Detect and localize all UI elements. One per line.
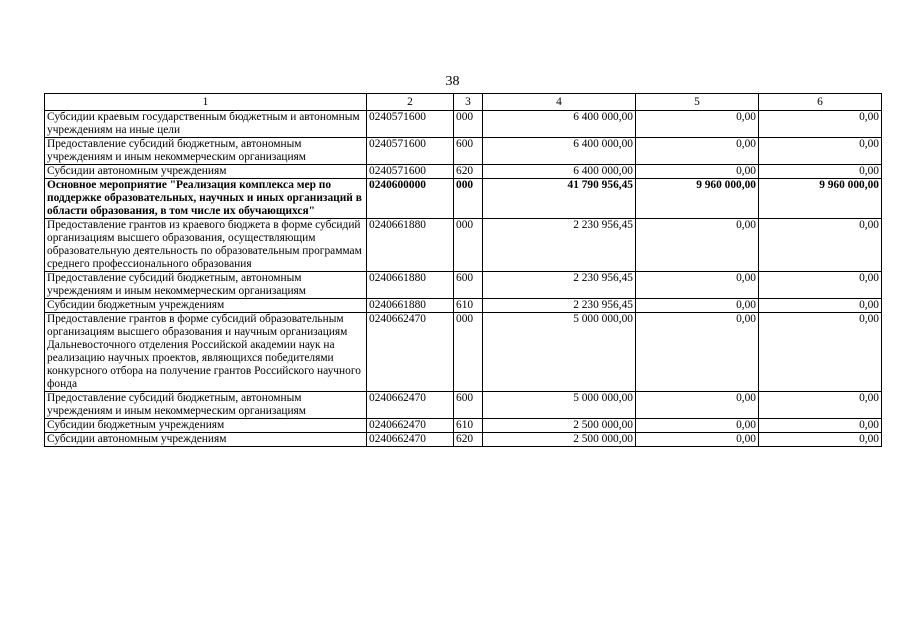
row-amount-col-5: 9 960 000,00 [636, 179, 759, 219]
row-code: 0240571600 [367, 138, 454, 165]
row-amount-col-5: 0,00 [636, 392, 759, 419]
row-amount-col-6: 0,00 [759, 419, 882, 433]
row-type: 000 [454, 179, 483, 219]
row-code: 0240661880 [367, 272, 454, 299]
row-type: 600 [454, 138, 483, 165]
row-amount-col-5: 0,00 [636, 299, 759, 313]
table-row [45, 179, 882, 219]
row-type: 620 [454, 433, 483, 447]
header-col-1: 1 [45, 94, 367, 111]
header-col-5: 5 [636, 94, 759, 111]
row-amount-col-4: 5 000 000,00 [483, 313, 636, 392]
row-amount-col-4: 6 400 000,00 [483, 111, 636, 138]
header-col-3: 3 [454, 94, 483, 111]
row-amount-col-6: 0,00 [759, 313, 882, 392]
row-amount-col-4: 2 500 000,00 [483, 433, 636, 447]
table-row [45, 111, 882, 138]
row-type: 000 [454, 313, 483, 392]
row-code: 0240662470 [367, 313, 454, 392]
row-type: 600 [454, 272, 483, 299]
row-amount-col-6: 0,00 [759, 272, 882, 299]
table-row [45, 419, 882, 433]
row-type: 000 [454, 219, 483, 272]
row-name: Предоставление субсидий бюджетным, автономным учреждениям и иным некоммерческим организациям [45, 138, 367, 165]
table-row [45, 272, 882, 299]
table-row [45, 138, 882, 165]
row-amount-col-6: 0,00 [759, 138, 882, 165]
row-amount-col-5: 0,00 [636, 138, 759, 165]
row-code: 0240662470 [367, 392, 454, 419]
row-type: 610 [454, 299, 483, 313]
row-type: 610 [454, 419, 483, 433]
row-code: 0240661880 [367, 219, 454, 272]
header-col-2: 2 [367, 94, 454, 111]
row-amount-col-6: 0,00 [759, 111, 882, 138]
row-amount-col-5: 0,00 [636, 111, 759, 138]
row-name: Субсидии автономным учреждениям [45, 165, 367, 179]
row-code: 0240571600 [367, 165, 454, 179]
row-amount-col-6: 0,00 [759, 165, 882, 179]
row-code: 0240600000 [367, 179, 454, 219]
row-code: 0240662470 [367, 419, 454, 433]
row-name: Субсидии автономным учреждениям [45, 433, 367, 447]
row-code: 0240662470 [367, 433, 454, 447]
header-col-4: 4 [483, 94, 636, 111]
row-amount-col-4: 2 230 956,45 [483, 219, 636, 272]
row-name: Субсидии краевым государственным бюджетным и автономным учреждениям на иные цели [45, 111, 367, 138]
row-amount-col-4: 6 400 000,00 [483, 138, 636, 165]
row-code: 0240571600 [367, 111, 454, 138]
page-number: 38 [445, 74, 460, 89]
row-type: 600 [454, 392, 483, 419]
row-amount-col-5: 0,00 [636, 272, 759, 299]
row-amount-col-6: 0,00 [759, 299, 882, 313]
row-amount-col-5: 0,00 [636, 313, 759, 392]
table-row [45, 299, 882, 313]
table-row [45, 313, 882, 392]
row-amount-col-5: 0,00 [636, 419, 759, 433]
row-amount-col-4: 6 400 000,00 [483, 165, 636, 179]
row-name: Субсидии бюджетным учреждениям [45, 299, 367, 313]
row-code: 0240661880 [367, 299, 454, 313]
row-amount-col-6: 0,00 [759, 392, 882, 419]
row-name: Основное мероприятие "Реализация комплекса мер по поддержке образовательных, научных и иных организаций в области образования, в том числе их обучающихся" [45, 179, 367, 219]
row-amount-col-4: 2 230 956,45 [483, 272, 636, 299]
row-name: Предоставление грантов в форме субсидий образовательным организациям высшего образования и научным организациям Дальневосточного отделения Российской академии наук на реализацию научных проектов, являющихся победителями конкурсного отбора на получение грантов Российского научного фонда [45, 313, 367, 392]
row-amount-col-6: 0,00 [759, 219, 882, 272]
row-amount-col-4: 2 230 956,45 [483, 299, 636, 313]
row-name: Предоставление субсидий бюджетным, автономным учреждениям и иным некоммерческим организациям [45, 392, 367, 419]
row-amount-col-4: 2 500 000,00 [483, 419, 636, 433]
table-header-row [45, 94, 882, 111]
table-row [45, 433, 882, 447]
row-type: 000 [454, 111, 483, 138]
row-amount-col-6: 0,00 [759, 433, 882, 447]
table-row [45, 219, 882, 272]
table-row [45, 392, 882, 419]
row-name: Предоставление грантов из краевого бюджета в форме субсидий организациям высшего образования, осуществляющим образовательную деятельность по образовательным программам среднего профессионального образования [45, 219, 367, 272]
row-amount-col-5: 0,00 [636, 219, 759, 272]
header-col-6: 6 [759, 94, 882, 111]
row-amount-col-4: 41 790 956,45 [483, 179, 636, 219]
row-amount-col-5: 0,00 [636, 433, 759, 447]
budget-table [44, 93, 882, 447]
row-name: Предоставление субсидий бюджетным, автономным учреждениям и иным некоммерческим организациям [45, 272, 367, 299]
row-amount-col-4: 5 000 000,00 [483, 392, 636, 419]
table-row [45, 165, 882, 179]
row-amount-col-5: 0,00 [636, 165, 759, 179]
row-name: Субсидии бюджетным учреждениям [45, 419, 367, 433]
row-amount-col-6: 9 960 000,00 [759, 179, 882, 219]
row-type: 620 [454, 165, 483, 179]
